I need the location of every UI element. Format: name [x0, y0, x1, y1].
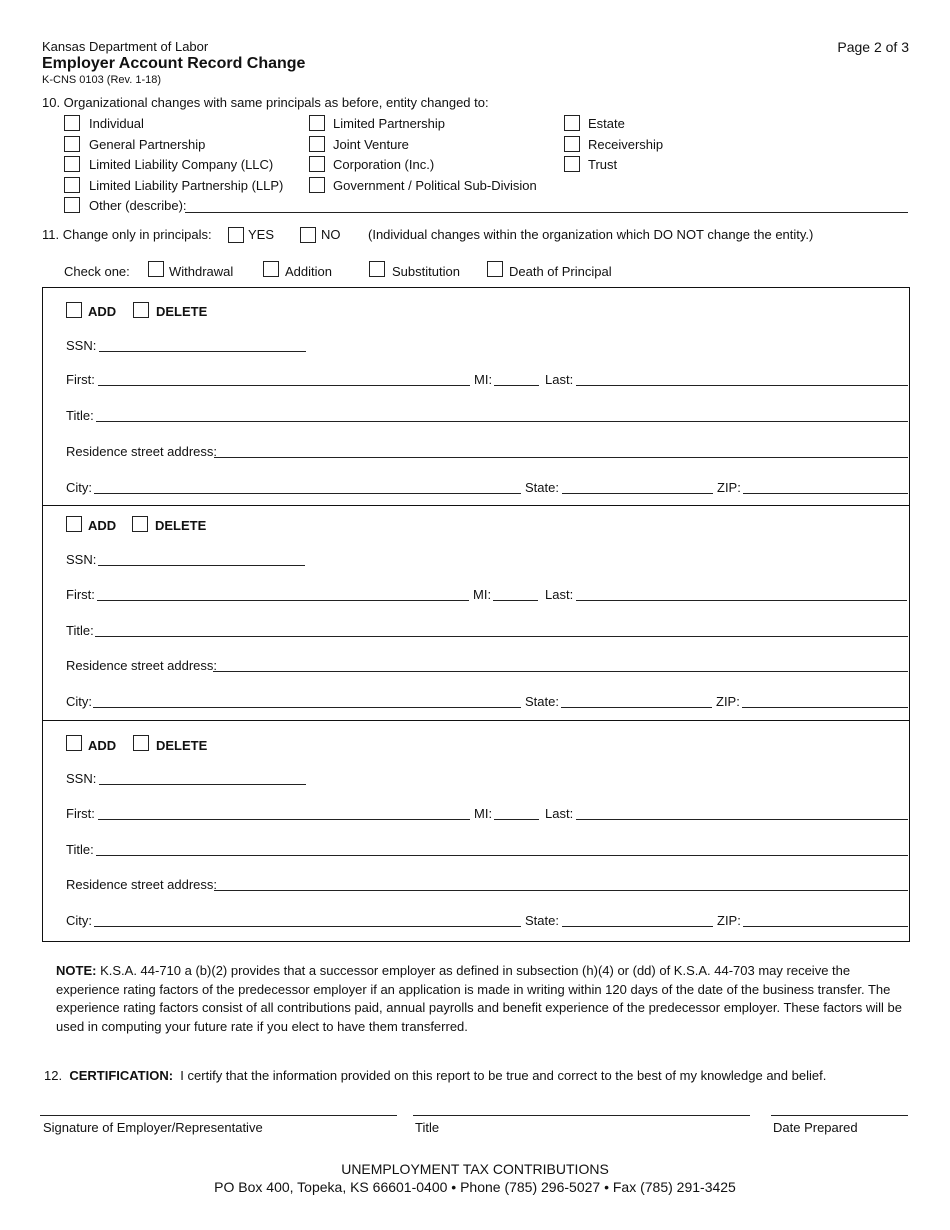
state-label: State: — [525, 480, 559, 495]
city-label: City: — [66, 694, 92, 709]
address-field[interactable] — [213, 671, 908, 672]
zip-label: ZIP: — [717, 480, 741, 495]
mi-label: MI: — [474, 372, 493, 387]
option-estate: Estate — [588, 116, 625, 131]
delete-label: DELETE — [156, 304, 208, 319]
mi-field[interactable] — [494, 819, 539, 820]
state-label: State: — [525, 913, 559, 928]
check-one-label: Check one: — [64, 264, 130, 279]
certification-label: CERTIFICATION: — [69, 1068, 174, 1083]
signature-field[interactable] — [40, 1115, 397, 1116]
checkbox-government[interactable] — [309, 177, 325, 193]
checkbox-joint-venture[interactable] — [309, 136, 325, 152]
q11-label: 11. Change only in principals: — [42, 227, 212, 242]
first-label: First: — [66, 372, 95, 387]
q10-label: 10. Organizational changes with same principals as before, entity changed to: — [42, 95, 489, 110]
q11-note: (Individual changes within the organization which DO NOT change the entity.) — [368, 227, 814, 242]
option-receivership: Receivership — [588, 137, 664, 152]
ssn-field[interactable] — [98, 565, 305, 566]
first-name-field[interactable] — [98, 819, 470, 820]
state-field[interactable] — [562, 926, 713, 927]
date-prepared-field[interactable] — [771, 1115, 908, 1116]
no-label: NO — [321, 227, 341, 242]
footer-address: PO Box 400, Topeka, KS 66601-0400 • Phone (785) 296-5027 • Fax (785) 291-3425 — [214, 1179, 736, 1195]
option-death-of-principal: Death of Principal — [509, 264, 612, 279]
checkbox-estate[interactable] — [564, 115, 580, 131]
address-label: Residence street address: — [66, 658, 218, 673]
checkbox-death-of-principal[interactable] — [487, 261, 503, 277]
ssn-label: SSN: — [66, 771, 97, 786]
address-field[interactable] — [214, 890, 908, 891]
last-label: Last: — [545, 372, 574, 387]
checkbox-delete[interactable] — [133, 735, 149, 751]
checkbox-delete[interactable] — [132, 516, 148, 532]
last-name-field[interactable] — [576, 819, 908, 820]
ssn-field[interactable] — [99, 784, 306, 785]
signature-caption: Signature of Employer/Representative — [43, 1120, 263, 1135]
certification-row — [44, 1068, 826, 1083]
form-id: K-CNS 0103 (Rev. 1-18) — [42, 74, 162, 86]
city-field[interactable] — [94, 926, 521, 927]
first-name-field[interactable] — [98, 385, 470, 386]
checkbox-substitution[interactable] — [369, 261, 385, 277]
delete-label: DELETE — [155, 518, 207, 533]
last-name-field[interactable] — [576, 600, 907, 601]
ssn-label: SSN: — [66, 552, 97, 567]
option-other: Other (describe): — [89, 198, 187, 213]
certification-text: I certify that the information provided on this report to be true and correct to the best of my knowledge and belief. — [180, 1068, 827, 1083]
address-label: Residence street address: — [66, 444, 218, 459]
last-label: Last: — [545, 806, 574, 821]
principal-divider — [42, 720, 910, 721]
option-limited-partnership: Limited Partnership — [333, 116, 445, 131]
zip-label: ZIP: — [717, 913, 741, 928]
zip-field[interactable] — [742, 707, 908, 708]
option-general-partnership: General Partnership — [89, 137, 206, 152]
title-label: Title: — [66, 842, 94, 857]
city-label: City: — [66, 913, 92, 928]
title-label: Title: — [66, 408, 94, 423]
state-field[interactable] — [561, 707, 712, 708]
title-field[interactable] — [96, 421, 908, 422]
note-label: NOTE: — [56, 963, 97, 978]
checkbox-other[interactable] — [64, 197, 80, 213]
checkbox-general-partnership[interactable] — [64, 136, 80, 152]
mi-field[interactable] — [494, 385, 539, 386]
checkbox-add[interactable] — [66, 302, 82, 318]
zip-field[interactable] — [743, 926, 908, 927]
option-individual: Individual — [89, 116, 144, 131]
title-field[interactable] — [96, 855, 908, 856]
option-government: Government / Political Sub-Division — [333, 178, 537, 193]
mi-label: MI: — [473, 587, 492, 602]
date-caption: Date Prepared — [773, 1120, 858, 1135]
option-llp: Limited Liability Partnership (LLP) — [89, 178, 284, 193]
address-label: Residence street address: — [66, 877, 218, 892]
title-caption: Title — [415, 1120, 440, 1135]
option-withdrawal: Withdrawal — [169, 264, 234, 279]
last-name-field[interactable] — [576, 385, 908, 386]
address-field[interactable] — [214, 457, 908, 458]
mi-field[interactable] — [493, 600, 538, 601]
first-label: First: — [66, 806, 95, 821]
checkbox-receivership[interactable] — [564, 136, 580, 152]
checkbox-add[interactable] — [66, 516, 82, 532]
checkbox-addition[interactable] — [263, 261, 279, 277]
option-joint-venture: Joint Venture — [333, 137, 409, 152]
ssn-label: SSN: — [66, 338, 97, 353]
first-label: First: — [66, 587, 95, 602]
yes-label: YES — [248, 227, 275, 242]
principal-divider — [42, 505, 910, 506]
checkbox-no[interactable] — [300, 227, 316, 243]
delete-label: DELETE — [156, 738, 208, 753]
checkbox-trust[interactable] — [564, 156, 580, 172]
signature-title-field[interactable] — [413, 1115, 750, 1116]
checkbox-delete[interactable] — [133, 302, 149, 318]
option-trust: Trust — [588, 157, 618, 172]
add-label: ADD — [88, 518, 117, 533]
checkbox-yes[interactable] — [228, 227, 244, 243]
zip-label: ZIP: — [716, 694, 740, 709]
state-label: State: — [525, 694, 559, 709]
form-title: Employer Account Record Change — [42, 55, 306, 72]
city-field[interactable] — [94, 493, 521, 494]
title-label: Title: — [66, 623, 94, 638]
last-label: Last: — [545, 587, 574, 602]
state-field[interactable] — [562, 493, 713, 494]
checkbox-corporation[interactable] — [309, 156, 325, 172]
title-field[interactable] — [95, 636, 908, 637]
city-field[interactable] — [93, 707, 521, 708]
add-label: ADD — [88, 738, 117, 753]
ssn-field[interactable] — [99, 351, 306, 352]
option-llc: Limited Liability Company (LLC) — [89, 157, 274, 172]
zip-field[interactable] — [743, 493, 908, 494]
checkbox-llp[interactable] — [64, 177, 80, 193]
note-paragraph — [56, 962, 904, 1036]
first-name-field[interactable] — [97, 600, 469, 601]
checkbox-individual[interactable] — [64, 115, 80, 131]
checkbox-withdrawal[interactable] — [148, 261, 164, 277]
checkbox-limited-partnership[interactable] — [309, 115, 325, 131]
checkbox-add[interactable] — [66, 735, 82, 751]
option-corporation: Corporation (Inc.) — [333, 157, 435, 172]
mi-label: MI: — [474, 806, 493, 821]
page-number: Page 2 of 3 — [837, 39, 909, 55]
q12-number: 12. — [44, 1068, 63, 1083]
add-label: ADD — [88, 304, 117, 319]
note-text: K.S.A. 44-710 a (b)(2) provides that a successor employer as defined in subsection (h)(4) or (dd) of K.S.A. 44-703 may receive the experience rating factors of the predecessor employer if an application is made in writing within 120 days of the date of the business transfer. The experience rating factors consist of all contributions paid, annual payrolls and benefit experience of the predecessor employer. These factors will be used in computing your future rate if you elect to have them transferred. — [56, 963, 902, 1034]
city-label: City: — [66, 480, 92, 495]
option-substitution: Substitution — [392, 264, 460, 279]
checkbox-llc[interactable] — [64, 156, 80, 172]
option-addition: Addition — [285, 264, 332, 279]
footer-title: UNEMPLOYMENT TAX CONTRIBUTIONS — [341, 1161, 609, 1177]
agency-name: Kansas Department of Labor — [42, 39, 209, 54]
other-describe-field[interactable] — [185, 212, 908, 213]
